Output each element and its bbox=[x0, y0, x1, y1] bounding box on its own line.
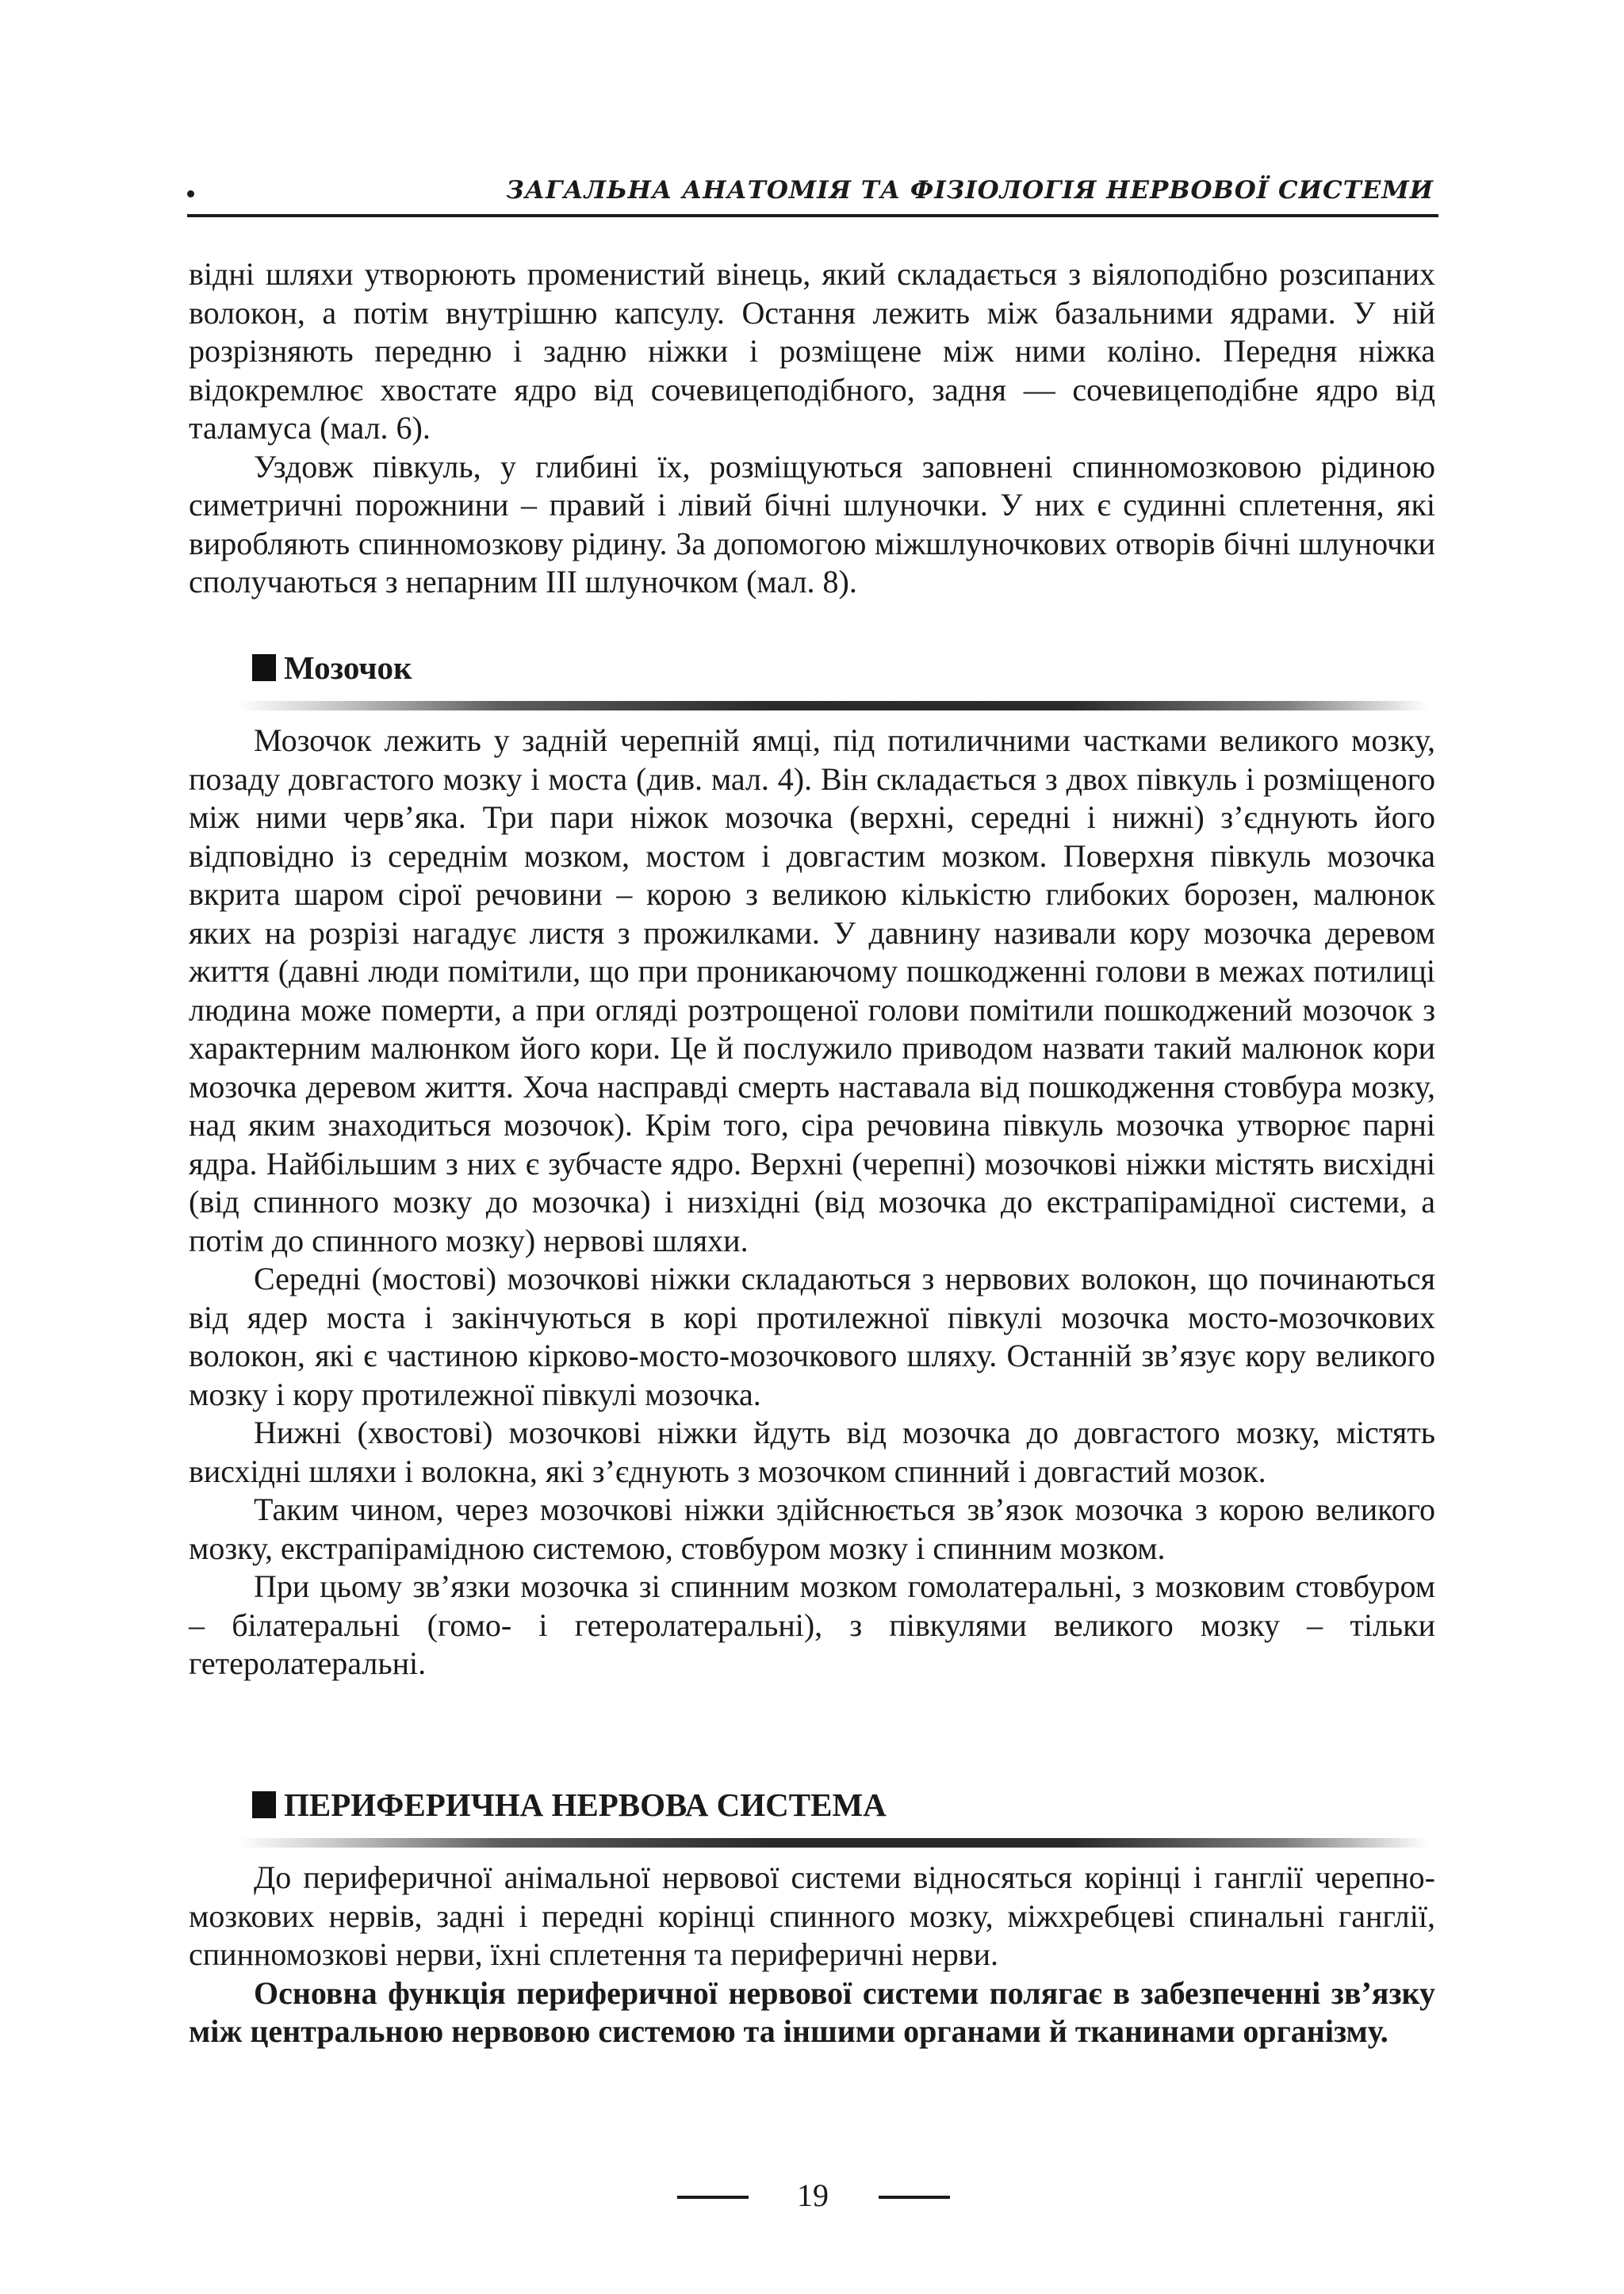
intro-block bbox=[189, 255, 1435, 602]
section-heading-cerebellum bbox=[252, 649, 412, 687]
running-header bbox=[187, 173, 1438, 213]
section-heading-peripheral-text: ПЕРИФЕРИЧНА НЕРВОВА СИСТЕМА bbox=[284, 1787, 887, 1823]
cerebellum-paragraph-4: Таким чином, через мозочкові ніжки здійснюється зв’язок мозочка з корою великого мозку, екстрапірамідною системою, стовбуром мозку і спинним мозком. bbox=[189, 1492, 1435, 1566]
cerebellum-block bbox=[189, 722, 1435, 1683]
cerebellum-paragraph-5: При цьому зв’язки мозочка зі спинним мозком гомолатеральні, з мозковим стовбуром – білатеральні (гомо- і гетеролатеральні), з півкулями великого мозку – тільки гетеролатеральні. bbox=[189, 1568, 1435, 1681]
intro-paragraph-2: Уздовж півкуль, у глибині їх, розміщуються заповнені спинномозковою рідиною симетричні порожнини – правий і лівий бічні шлуночки. У них є судинні сплетення, які виробляють спинномозкову рідину. За допомогою міжшлуночкових отворів бічні шлуночки сполучаються з непарним III шлуночком (мал. 8). bbox=[189, 448, 1435, 599]
peripheral-paragraph-bold: Основна функція периферичної нервової системи полягає в забезпеченні зв’язку між центральною нервовою системою та іншими органами й тканинами організму. bbox=[189, 1974, 1435, 2049]
section-heading-peripheral bbox=[252, 1786, 887, 1824]
heading-square-icon bbox=[252, 1791, 276, 1818]
header-rule bbox=[187, 214, 1438, 217]
heading-square-icon bbox=[252, 654, 276, 681]
peripheral-paragraph-1: До периферичної анімальної нервової системи відносяться корінці і ганглії черепно-мозкових нервів, задні і передні корінці спинного мозку, міжхребцеві спинальні ганглії, спинномозкові нерви, їхні сплетення та периферичні нерви. bbox=[189, 1859, 1435, 1972]
section-rule bbox=[238, 1838, 1427, 1848]
section-heading-cerebellum-text: Мозочок bbox=[284, 649, 412, 686]
intro-paragraph-1: відні шляхи утворюють променистий вінець, який складається з віялоподібно розсипаних волокон, а потім внутрішню капсулу. Остання лежить між базальними ядрами. У ній розрізняють передню і задню ніжки і розміщене між ними коліно. Передня ніжка відокремлює хвостате ядро від сочевицеподібного, задня — сочевицеподібне ядро від таламуса (мал. 6). bbox=[189, 256, 1435, 446]
peripheral-block bbox=[189, 1859, 1435, 2051]
cerebellum-paragraph-2: Середні (мостові) мозочкові ніжки складаються з нервових волокон, що починаються від ядер моста і закінчуються в корі протилежної півкулі мозочка мосто-мозочкових волокон, які є частиною кірково-мосто-мозочкового шляху. Останній зв’язує кору великого мозку і кору протилежної півкулі мозочка. bbox=[189, 1261, 1435, 1412]
header-bullet bbox=[187, 190, 194, 197]
section-rule bbox=[238, 701, 1427, 710]
cerebellum-paragraph-3: Нижні (хвостові) мозочкові ніжки йдуть від мозочка до довгастого мозку, містять висхідні шляхи і волокна, які з’єднують з мозочком спинний і довгастий мозок. bbox=[189, 1415, 1435, 1489]
footer-dash-left bbox=[677, 2196, 749, 2199]
header-title: ЗАГАЛЬНА АНАТОМІЯ ТА ФІЗІОЛОГІЯ НЕРВОВОЇ СИСТЕМИ bbox=[506, 176, 1434, 205]
page-footer bbox=[0, 2177, 1624, 2216]
footer-dash-right bbox=[879, 2196, 950, 2199]
page-number: 19 bbox=[797, 2177, 829, 2213]
cerebellum-paragraph-1: Мозочок лежить у задній черепній ямці, під потиличними частками великого мозку, позаду довгастого мозку і моста (див. мал. 4). Він складається з двох півкуль і розміщеного між ними черв’яка. Три пари ніжок мозочка (верхні, середні і нижні) з’єднують його відповідно із середнім мозком, мостом і довгастим мозком. Поверхня півкуль мозочка вкрита шаром сірої речовини – корою з великою кількістю глибоких борозен, малюнок яких на розрізі нагадує листя з прожилками. У давнину називали кору мозочка деревом життя (давні люди помітили, що при проникаючому пошкодженні голови в межах потилиці людина може померти, а при огляді розтрощеної голови помітили пошкоджений мозочок з характерним малюнком його кори. Це й послужило приводом назвати такий малюнок кори мозочка деревом життя. Хоча насправді смерть наставала від пошкодження стовбура мозку, над яким знаходиться мозочок). Крім того, сіра речовина півкуль мозочка утворює парні ядра. Найбільшим з них є зубчасте ядро. Верхні (черепні) мозочкові ніжки містять висхідні (від спинного мозку до мозочка) і низхідні (від мозочка до екстрапірамідної системи, а потім до спинного мозку) нервові шляхи. bbox=[189, 722, 1435, 1258]
